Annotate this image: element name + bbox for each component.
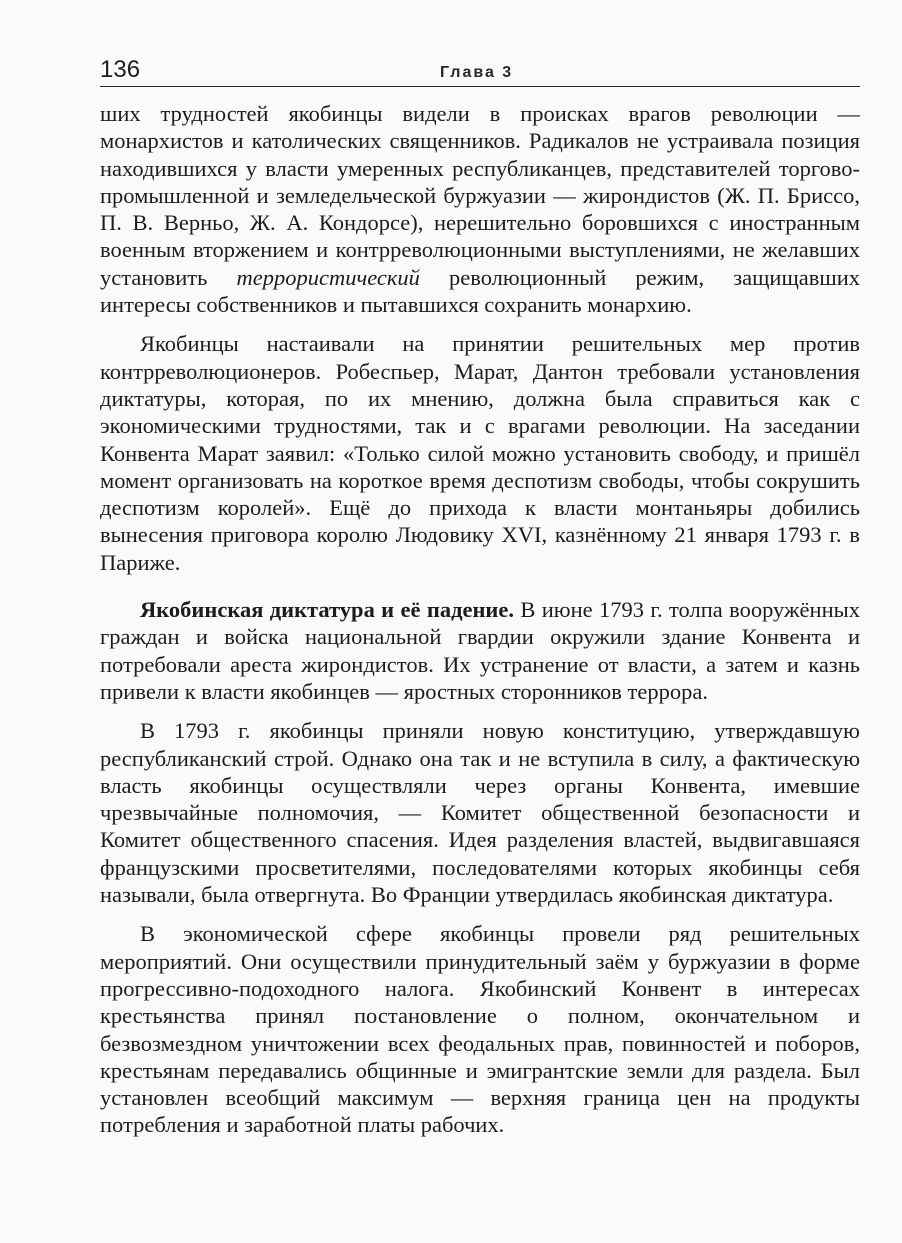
paragraph-5: В экономической сфере якобинцы провели ряд решительных мероприятий. Они осуществили принудительный заём у буржуазии в форме прогрессивно-подоходного налога. Якобинский Конвент в интересах крестьянства принял постановление о полном, окончательном и безвозмездном уничтожении всех феодальных прав, повинностей и поборов, крестьянам передавались общинные и эмигрантские земли для раздела. Был установлен всеобщий максимум — верхняя граница цен на продукты потребления и заработной платы рабочих. xyxy=(100,921,860,1138)
italic-term: террористический xyxy=(236,264,420,290)
paragraph-1 xyxy=(100,100,860,318)
chapter-title: Глава 3 xyxy=(440,64,514,81)
section-heading: Якобинская диктатура и её падение. xyxy=(140,597,514,623)
page-number: 136 xyxy=(100,56,141,83)
paragraph-1-start: ших трудностей якобинцы видели в происках врагов революции — монархистов и католических священников. Радикалов не устраивала позиция находившихся у власти умеренных республиканцев, представителей торгово-промышленной и земледельческой буржуазии — жирондистов (Ж. П. Бриссо, П. В. Верньо, Ж. А. Кондорсе), нерешительно боровшихся с иностранным военным вторжением и контрреволюционными выступлениями, не желавших установить xyxy=(100,101,860,290)
paragraph-3-text: В июне 1793 г. толпа вооружённых граждан и войска национальной гвардии окружили здание Конвента и потребовали ареста жирондистов. Их устранение от власти, а затем и казнь привели к власти якобинцев — яростных сторонников террора. xyxy=(100,597,860,704)
running-header xyxy=(100,56,860,87)
paragraph-4: В 1793 г. якобинцы приняли новую конституцию, утверждавшую республиканский строй. Однако она так и не вступила в силу, а фактическую власть якобинцы осуществляли через органы Конвента, имевшие чрезвычайные полномочия, — Комитет общественной безопасности и Комитет общественного спасения. Идея разделения властей, выдвигавшаяся французскими просветителями, последователями которых якобинцы себя называли, была отвергнута. Во Франции утвердилась якобинская диктатура. xyxy=(100,718,860,908)
paragraph-3 xyxy=(100,596,860,705)
body-text xyxy=(100,100,860,1139)
paragraph-1-end: революционный режим, защищавших интересы собственников и пытавшихся сохранить монархию. xyxy=(100,264,860,318)
paragraph-2: Якобинцы настаивали на принятии решительных мер против контрреволюционеров. Робеспьер, Марат, Дантон требовали установления диктатуры, которая, по их мнению, должна была справиться как с экономическими трудностями, так и с врагами революции. На заседании Конвента Марат заявил: «Только силой можно установить свободу, и пришёл момент организовать на короткое время деспотизм свободы, чтобы сокрушить деспотизм королей». Ещё до прихода к власти монтаньяры добились вынесения приговора королю Людовику XVI, казнённому 21 января 1793 г. в Париже. xyxy=(100,331,860,575)
